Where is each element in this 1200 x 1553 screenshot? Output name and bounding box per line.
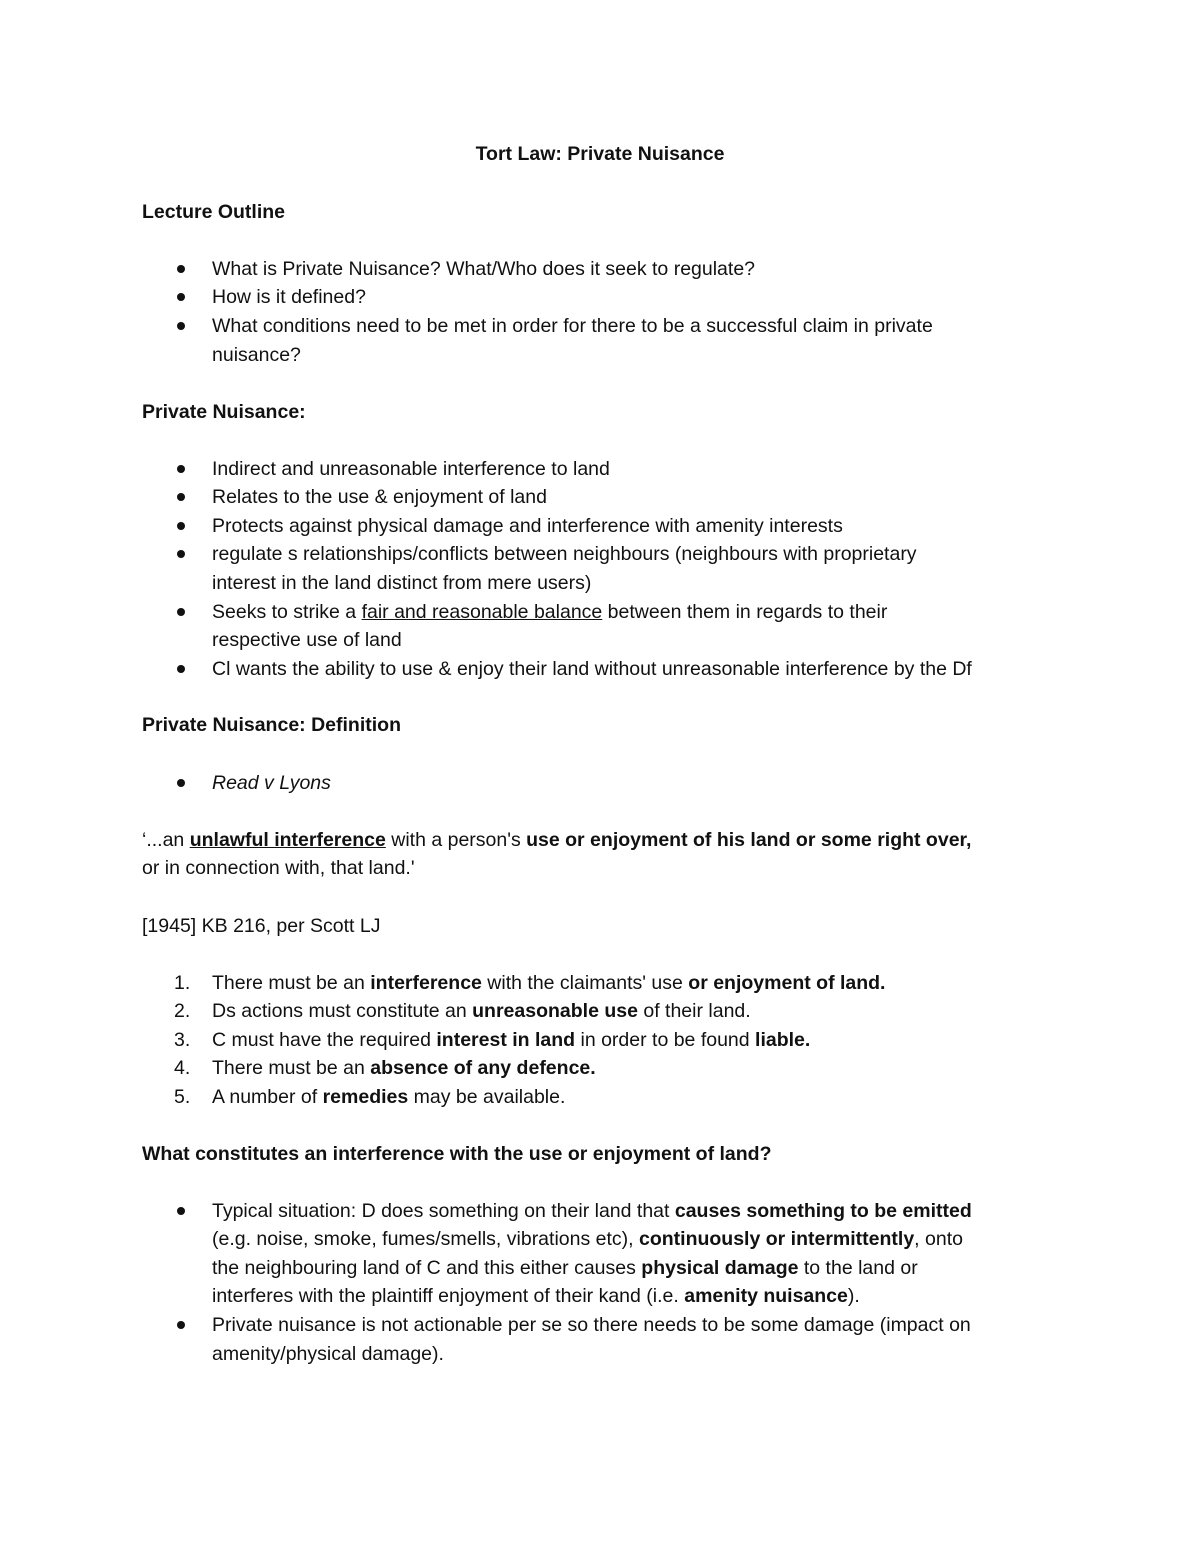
c3-c: in order to be found <box>575 1029 756 1051</box>
bullet-icon <box>177 322 185 330</box>
bullet-icon <box>177 665 185 673</box>
pn-item-6: Cl wants the ability to use & enjoy their land without unreasonable interference by the Df <box>212 658 972 680</box>
quote-line-2: or in connection with, that land.' <box>142 857 415 879</box>
quote-bold: use or enjoyment of his land or some right over, <box>526 829 972 851</box>
bullet-icon <box>177 1207 185 1215</box>
pn-item-5-post: between them in regards to their <box>602 601 888 623</box>
c5-c: may be available. <box>408 1086 566 1108</box>
bullet-icon <box>177 293 185 301</box>
bullet-icon <box>177 465 185 473</box>
ts2-b: continuously or intermittently <box>638 1228 915 1250</box>
typical-situation-line-4 <box>212 1284 860 1308</box>
ts4-b: amenity nuisance <box>684 1285 848 1307</box>
quote-unlawful-interference: unlawful interference <box>189 829 386 851</box>
ts2-a: (e.g. noise, smoke, fumes/smells, vibrations etc), <box>212 1228 639 1250</box>
ts1-b: causes something to be emitted <box>674 1200 972 1222</box>
ts1-a: Typical situation: D does something on their land that <box>212 1200 675 1222</box>
num-2: 2. <box>174 1000 191 1022</box>
c5-a: A number of <box>212 1086 323 1108</box>
page-title: Tort Law: Private Nuisance <box>475 143 725 165</box>
ts3-a: the neighbouring land of C and this either causes <box>212 1257 642 1279</box>
num-1: 1. <box>174 972 191 994</box>
case-name: Read v Lyons <box>212 772 331 794</box>
definition-heading: Private Nuisance: Definition <box>142 714 401 736</box>
ts4-a: interferes with the plaintiff enjoyment of their kand (i.e. <box>212 1285 685 1307</box>
quote-pre: ‘...an <box>142 829 190 851</box>
c5-b: remedies <box>322 1086 409 1108</box>
ts3-c: to the land or <box>798 1257 918 1279</box>
actionable-line-1: Private nuisance is not actionable per se so there needs to be some damage (impact on <box>212 1314 971 1336</box>
condition-4 <box>212 1056 596 1080</box>
typical-situation-line-3 <box>212 1256 918 1280</box>
c2-a: Ds actions must constitute an <box>212 1000 473 1022</box>
bullet-icon <box>177 1321 185 1329</box>
num-3: 3. <box>174 1029 191 1051</box>
typical-situation-line-1 <box>212 1199 972 1223</box>
c3-d: liable. <box>755 1029 811 1051</box>
c1-b: interference <box>370 972 482 994</box>
c3-a: C must have the required <box>212 1029 437 1051</box>
bullet-icon <box>177 265 185 273</box>
c2-b: unreasonable use <box>472 1000 638 1022</box>
c4-a: There must be an <box>212 1057 371 1079</box>
ts3-b: physical damage <box>641 1257 799 1279</box>
quote-mid: with a person's <box>385 829 527 851</box>
case-item <box>212 771 331 795</box>
c1-d: or enjoyment of land. <box>688 972 886 994</box>
num-5: 5. <box>174 1086 191 1108</box>
outline-item-2: How is it defined? <box>212 286 366 308</box>
pn-item-4: regulate s relationships/conflicts between neighbours (neighbours with proprietary <box>212 543 917 565</box>
c2-c: of their land. <box>637 1000 751 1022</box>
ts4-c: ). <box>847 1285 860 1307</box>
c4-b: absence of any defence. <box>370 1057 596 1079</box>
outline-item-1: What is Private Nuisance? What/Who does it seek to regulate? <box>212 258 756 280</box>
interference-heading: What constitutes an interference with the use or enjoyment of land? <box>142 1143 772 1165</box>
condition-3 <box>212 1028 810 1052</box>
c1-c: with the claimants' use <box>481 972 689 994</box>
outline-item-3: What conditions need to be met in order for there to be a successful claim in private <box>212 315 933 337</box>
condition-2 <box>212 999 751 1023</box>
c3-b: interest in land <box>436 1029 576 1051</box>
actionable-line-2: amenity/physical damage). <box>212 1343 444 1365</box>
num-4: 4. <box>174 1057 191 1079</box>
typical-situation-line-2 <box>212 1227 963 1251</box>
pn-item-5-cont: respective use of land <box>212 629 402 651</box>
condition-1 <box>212 971 885 995</box>
pn-item-5 <box>212 600 887 624</box>
private-nuisance-heading: Private Nuisance: <box>142 401 306 423</box>
citation: [1945] KB 216, per Scott LJ <box>142 915 381 937</box>
bullet-icon <box>177 493 185 501</box>
ts2-c: , onto <box>914 1228 963 1250</box>
bullet-icon <box>177 522 185 530</box>
bullet-icon <box>177 550 185 558</box>
c1-a: There must be an <box>212 972 371 994</box>
pn-item-1: Indirect and unreasonable interference to land <box>212 458 610 480</box>
pn-item-3: Protects against physical damage and interference with amenity interests <box>212 515 843 537</box>
outline-item-3-cont: nuisance? <box>212 344 301 366</box>
lecture-outline-heading: Lecture Outline <box>142 201 286 223</box>
bullet-icon <box>177 608 185 616</box>
condition-5 <box>212 1085 565 1109</box>
quote-line-1 <box>142 828 971 852</box>
pn-item-5-pre: Seeks to strike a <box>212 601 362 623</box>
pn-item-2: Relates to the use & enjoyment of land <box>212 486 547 508</box>
bullet-icon <box>177 779 185 787</box>
fair-balance-underlined: fair and reasonable balance <box>361 601 603 623</box>
pn-item-4-cont: interest in the land distinct from mere users) <box>212 572 592 594</box>
